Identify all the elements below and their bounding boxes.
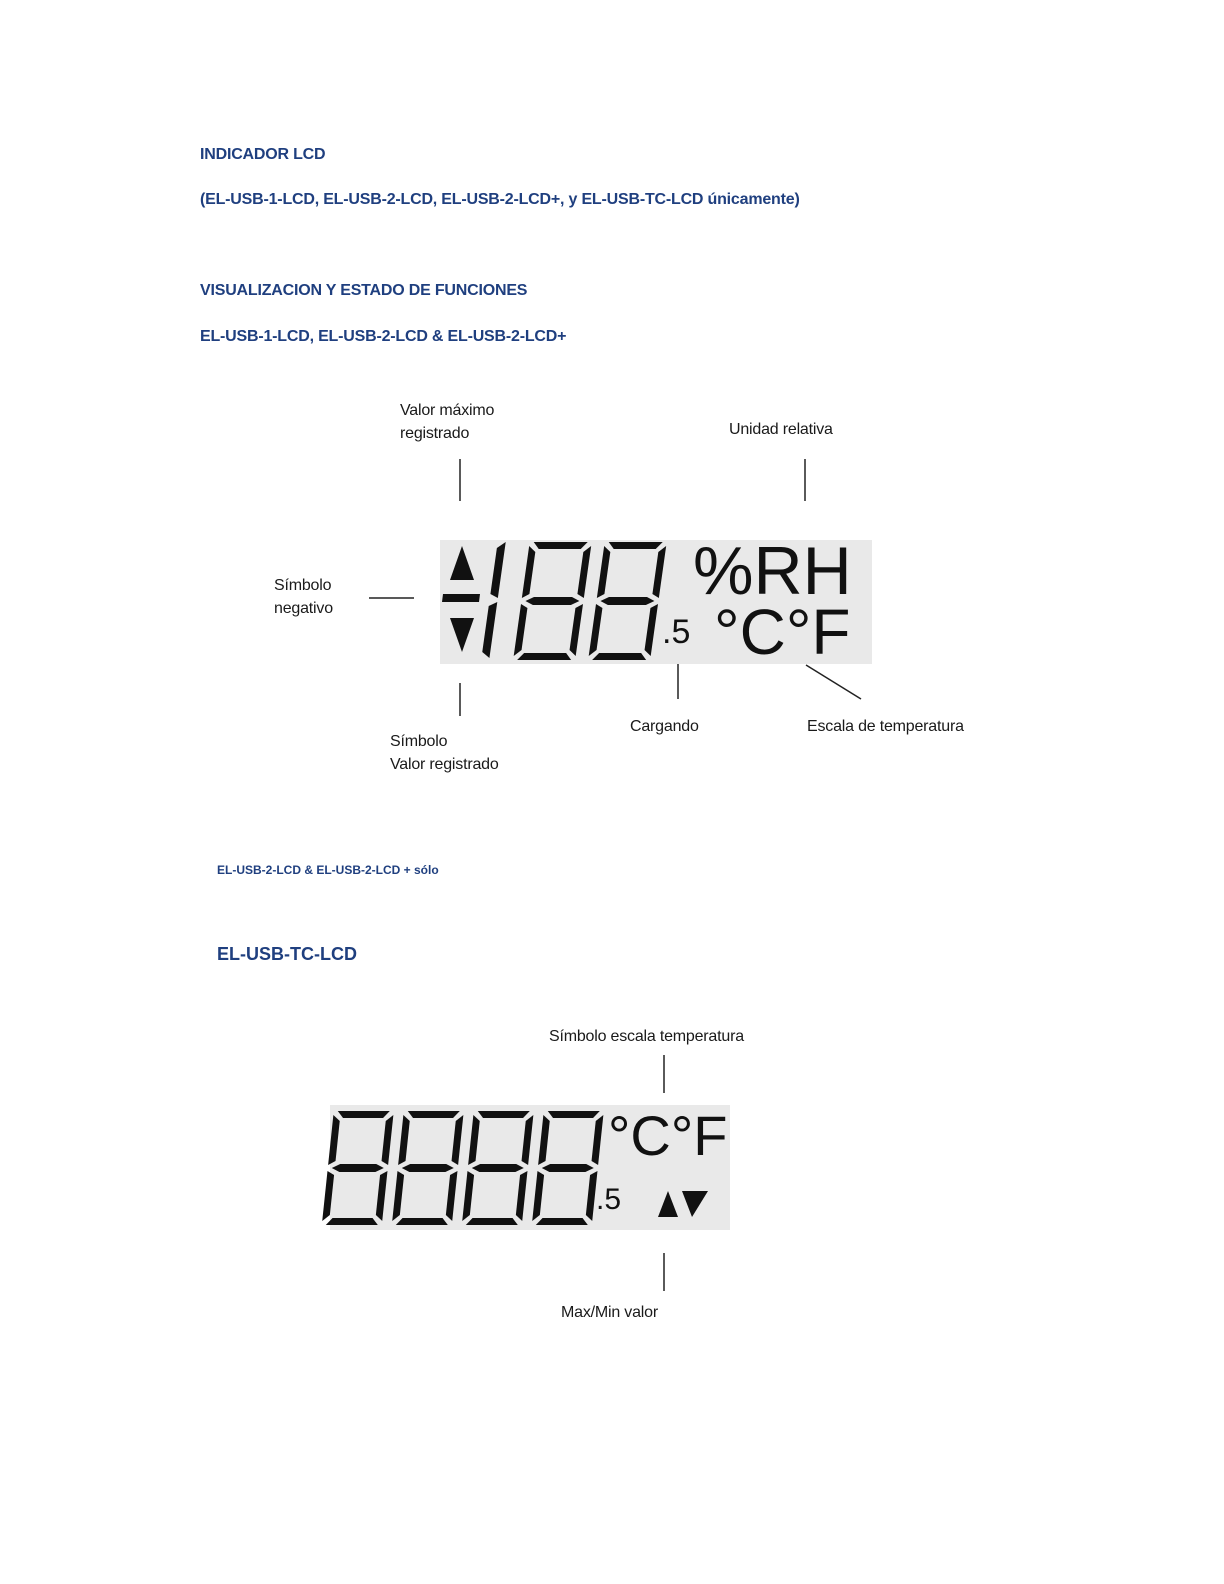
note-lcd2-only: EL-USB-2-LCD & EL-USB-2-LCD + sólo — [217, 863, 439, 877]
max-arrow-icon-2 — [658, 1191, 678, 1217]
unit-rh-text: %RH — [693, 533, 852, 609]
title-tc-lcd: EL-USB-TC-LCD — [217, 944, 357, 964]
temp-units-1: °C°F — [714, 596, 851, 668]
title-functions: VISUALIZACION Y ESTADO DE FUNCIONES — [200, 282, 528, 299]
label-max-value-line1: Valor máximo — [400, 402, 495, 419]
label-relative-unit: Unidad relativa — [729, 421, 833, 438]
digit2-1 — [322, 1111, 394, 1225]
digit2-3 — [462, 1111, 534, 1225]
label-charging: Cargando — [630, 718, 699, 735]
min-arrow-icon-2 — [682, 1191, 708, 1217]
title-indicador-lcd: INDICADOR LCD — [200, 146, 326, 163]
label-temp-scale-symbol: Símbolo escala temperatura — [549, 1028, 744, 1045]
label-recorded-line2: Valor registrado — [390, 756, 499, 773]
models-note: (EL-USB-1-LCD, EL-USB-2-LCD, EL-USB-2-LCD+, y EL-USB-TC-LCD únicamente) — [200, 191, 800, 208]
label-temperature-scale: Escala de temperatura — [807, 718, 964, 735]
half-digit-1: .5 — [662, 613, 691, 651]
digit2-4 — [532, 1111, 604, 1225]
temp-units-2: °C°F — [608, 1104, 728, 1167]
label-negative-line2: negativo — [274, 600, 333, 617]
label-negative-line1: Símbolo — [274, 577, 332, 594]
title-models-first: EL-USB-1-LCD, EL-USB-2-LCD & EL-USB-2-LCD+ — [200, 328, 567, 345]
half-digit-2: .5 — [596, 1183, 622, 1216]
label-recorded-line1: Símbolo — [390, 733, 448, 750]
label-max-min: Max/Min valor — [561, 1304, 658, 1321]
digit2-2 — [392, 1111, 464, 1225]
label-max-value-line2: registrado — [400, 425, 470, 442]
